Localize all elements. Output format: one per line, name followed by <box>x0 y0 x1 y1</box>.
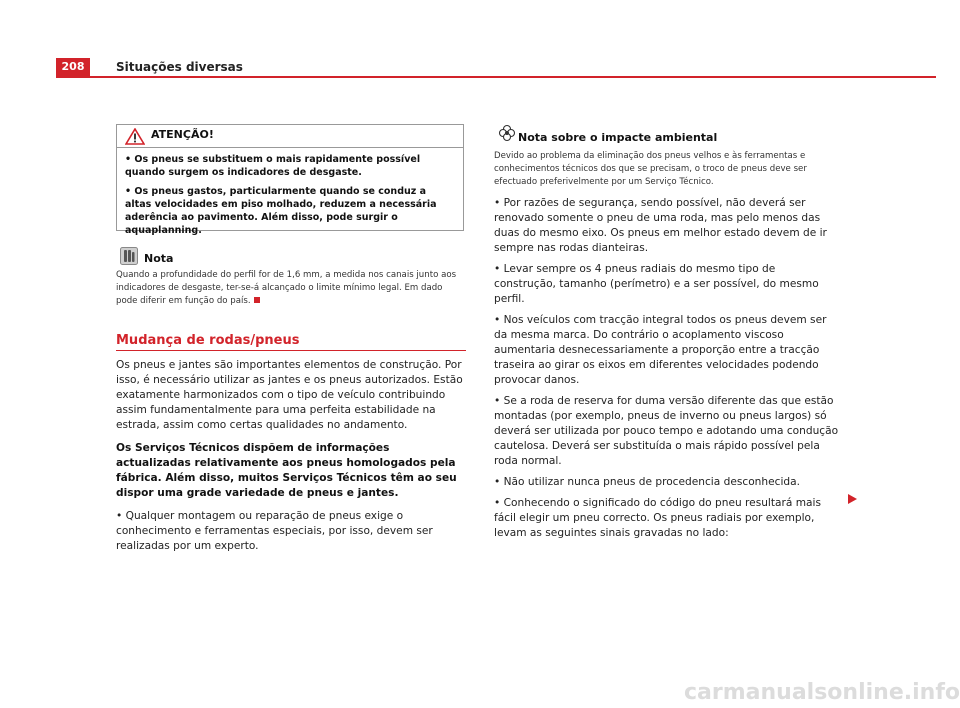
section-heading-rule <box>116 350 466 351</box>
warning-title: ATENÇÃO! <box>151 128 214 141</box>
environment-note-text: Devido ao problema da eliminação dos pneus velhos e às ferramentas e conhecimentos técnicos dos que se precisam, o troco de pneus deve ser efectuado preferivelmente por um Serviço Técnico. <box>494 151 807 187</box>
bullet-paragraph: • Nos veículos com tracção integral todos os pneus devem ser da mesma marca. Do contrário o acoplamento viscoso aumentaria desnecessariamente a proporção entre a tracção traseira ao girar os eixos em diferentes velocidades podendo provocar danos. <box>494 314 827 386</box>
bullet-paragraph: • Por razões de segurança, sendo possível, não deverá ser renovado somente o pneu de uma roda, mas pelo menos das duas do mesmo eixo. Os pneus em melhor estado devem de ir sempre nas rodas dianteiras. <box>494 197 827 254</box>
page-header <box>56 58 936 76</box>
section-heading: Mudança de rodas/pneus <box>116 333 300 348</box>
right-body <box>494 196 840 547</box>
bullet-paragraph: • Se a roda de reserva for duma versão diferente das que estão montadas (por exemplo, pneus de inverno ou pneus largos) só deverá ser utilizada por pouco tempo e adotando uma condução cautelosa. Deverá ser substituída o mais rápido possível pela roda normal. <box>494 395 839 467</box>
bullet-paragraph: • Não utilizar nunca pneus de procedencia desconhecida. <box>494 476 800 488</box>
paragraph: • Qualquer montagem ou reparação de pneus exige o conhecimento e ferramentas especiais, por isso, devem ser realizadas por um experto. <box>116 510 433 552</box>
left-body <box>116 358 466 562</box>
note-text: Quando a profundidade do perfil for de 1,6 mm, a medida nos canais junto aos indicadores de desgaste, ter-se-á alcançado o limite mínimo legal. Em dado pode diferir em função do país. <box>116 270 457 306</box>
flower-icon <box>498 124 516 142</box>
watermark: carmanualsonline.info <box>684 680 960 705</box>
environment-note-title: Nota sobre o impacte ambiental <box>518 131 718 144</box>
warning-body <box>117 148 463 237</box>
paragraph-bold: Os Serviços Técnicos dispõem de informações actualizadas relativamente aos pneus homologados pela fábrica. Além disso, muitos Serviços Técnicos têm ao seu dispor uma grade variedade de pneus e jantes. <box>116 442 457 499</box>
warning-item: • Os pneus se substituem o mais rapidamente possível quando surgem os indicadores de desgaste. <box>125 154 421 178</box>
header-rule <box>56 76 936 78</box>
warning-item: • Os pneus gastos, particularmente quando se conduz a altas velocidades em piso molhado, reduzem a necessária aderência ao pavimento. Além disso, pode surgir o aquaplanning. <box>125 186 437 236</box>
warning-header <box>117 125 463 148</box>
note-title: Nota <box>144 252 174 265</box>
note-icon <box>120 247 138 265</box>
warning-box <box>116 124 464 236</box>
section-title: Situações diversas <box>116 60 243 74</box>
bullet-paragraph: • Conhecendo o significado do código do pneu resultará mais fácil elegir um pneu correcto. Os pneus radiais por exemplo, levam as seguintes sinais gravadas no lado: <box>494 497 822 539</box>
arrow-right-icon <box>848 494 857 504</box>
bullet-paragraph: • Levar sempre os 4 pneus radiais do mesmo tipo de construção, tamanho (perímetro) e a ser possível, do mesmo perfil. <box>494 263 819 305</box>
paragraph: Os pneus e jantes são importantes elementos de construção. Por isso, é necessário utilizar as jantes e os pneus autorizados. Estão exatamente harmonizados com o tipo de veículo contribuindo assim fundamentalmente para uma perfeita estabilidade na estrada, assim como certas qualidades no andamento. <box>116 359 463 431</box>
end-of-section-icon <box>254 297 260 303</box>
warning-triangle-icon <box>125 128 145 145</box>
page-number: 208 <box>56 58 90 76</box>
